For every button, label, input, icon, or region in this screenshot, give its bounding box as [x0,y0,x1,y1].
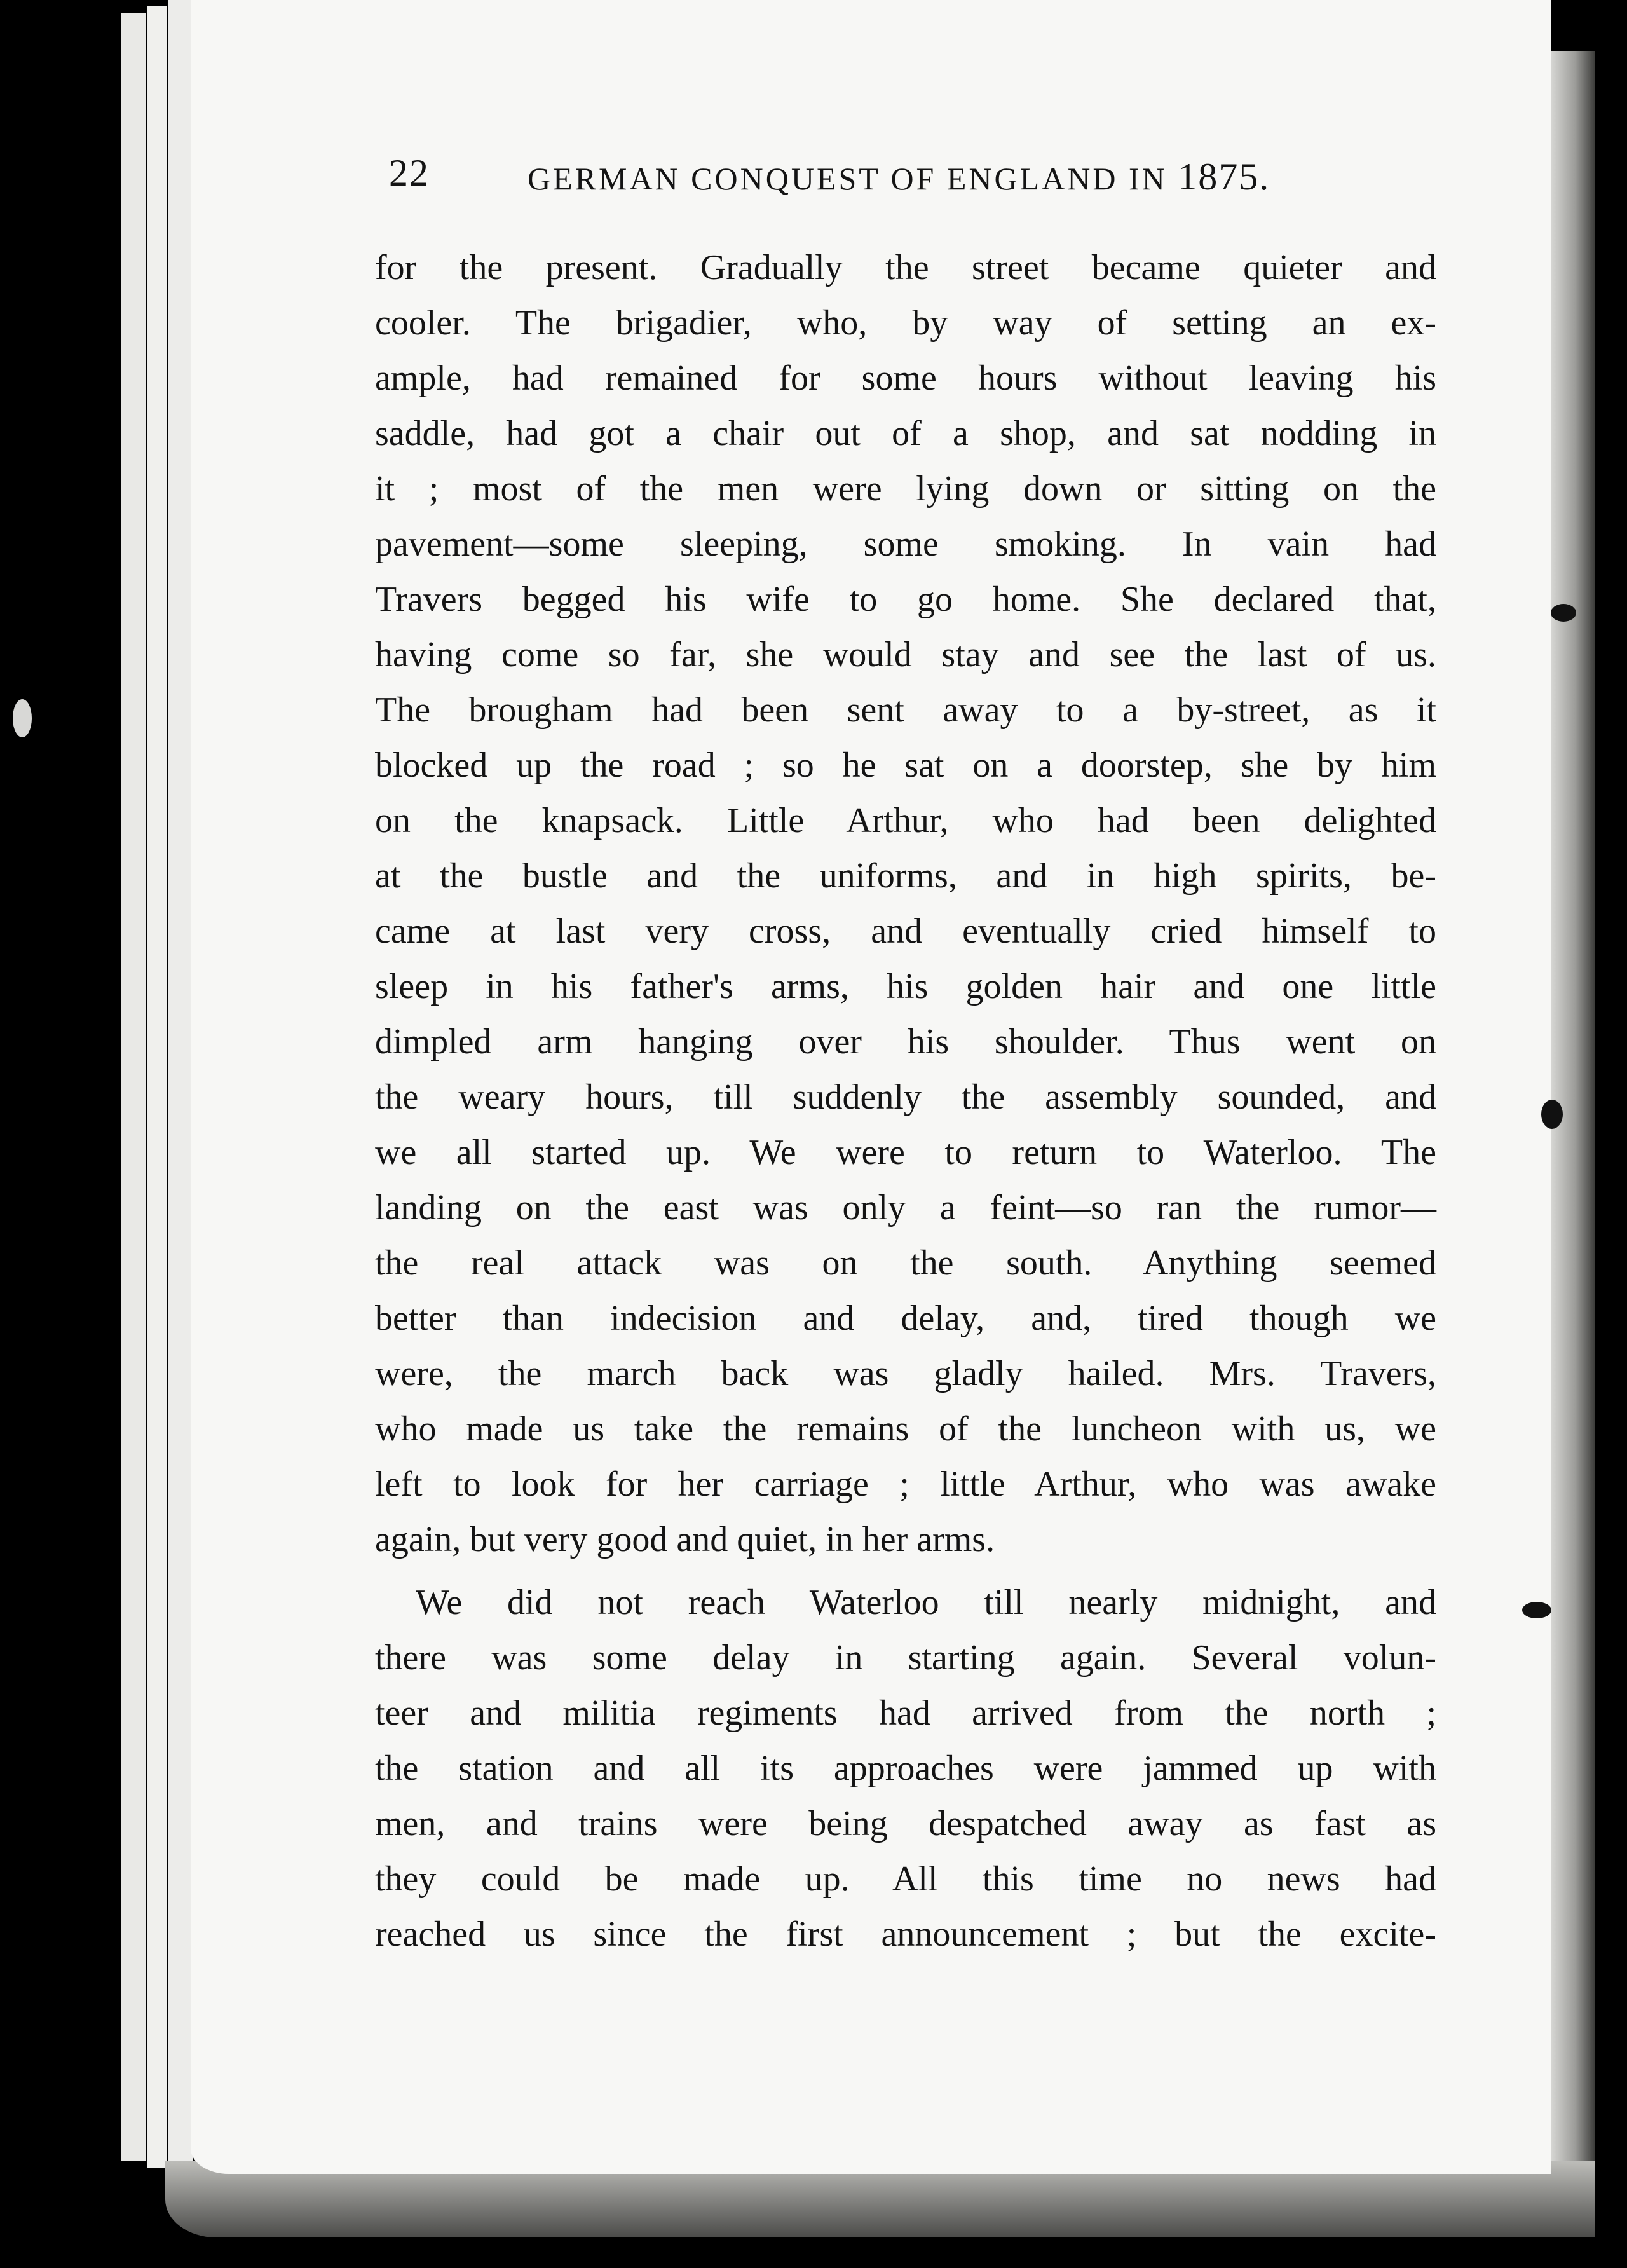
text-line: the weary hours, till suddenly the assembly sounded, and [375,1077,1436,1117]
text-line: there was some delay in starting again. Several volun- [375,1638,1436,1677]
text-line: teer and militia regiments had arrived from the north ; [375,1693,1436,1733]
text-line: left to look for her carriage ; little Arthur, who was awake [375,1465,1436,1504]
text-line: at the bustle and the uniforms, and in high spirits, be- [375,856,1436,896]
text-line: pavement—some sleeping, some smoking. In vain had [375,524,1436,564]
text-line: the station and all its approaches were jammed up with [375,1749,1436,1788]
text-line: saddle, had got a chair out of a shop, and sat nodding in [375,414,1436,453]
text-line: were, the march back was gladly hailed. Mrs. Travers, [375,1354,1436,1393]
text-line: dimpled arm hanging over his shoulder. Thus went on [375,1022,1436,1062]
text-line: again, but very good and quiet, in her arms. [375,1520,995,1559]
text-line: we all started up. We were to return to Waterloo. The [375,1133,1436,1172]
page-edge [168,0,193,2187]
text-line: We did not reach Waterloo till nearly midnight, and [416,1583,1436,1622]
text-line: reached us since the first announcement ; but the excite- [375,1915,1436,1954]
text-line: better than indecision and delay, and, tired though we [375,1299,1436,1338]
text-line: who made us take the remains of the luncheon with us, we [375,1409,1436,1449]
running-head-title: GERMAN CONQUEST OF ENGLAND IN [528,161,1167,196]
paragraph [375,1575,1436,1962]
text-line: came at last very cross, and eventually cried himself to [375,912,1436,951]
ink-mark [1541,1100,1563,1129]
page-number: 22 [389,152,430,194]
paragraph [375,240,1436,1568]
running-head-year: 1875. [1178,156,1270,198]
text-line: the real attack was on the south. Anything seemed [375,1243,1436,1283]
ink-mark [13,699,32,737]
text-line: landing on the east was only a feint—so ran the rumor— [375,1188,1436,1227]
text-line: cooler. The brigadier, who, by way of setting an ex- [375,303,1436,343]
running-head [528,155,1270,199]
text-line: they could be made up. All this time no news had [375,1859,1436,1899]
text-line: on the knapsack. Little Arthur, who had been delighted [375,801,1436,840]
page-edge [147,6,167,2168]
text-line: Travers begged his wife to go home. She declared that, [375,580,1436,619]
text-line: for the present. Gradually the street became quieter and [375,248,1436,287]
page-header [389,151,1304,202]
binding-shadow [1551,51,1595,2231]
text-line: having come so far, she would stay and see the last of us. [375,635,1436,674]
text-line: The brougham had been sent away to a by-street, as it [375,690,1436,730]
text-line: men, and trains were being despatched away as fast as [375,1804,1436,1843]
text-line: it ; most of the men were lying down or sitting on the [375,469,1436,509]
text-line: ample, had remained for some hours without leaving his [375,359,1436,398]
text-line: sleep in his father's arms, his golden hair and one little [375,967,1436,1006]
page-edge [121,13,146,2161]
body-text [375,240,1436,1962]
ink-mark [1522,1602,1551,1618]
paragraph-gap [375,1568,1436,1575]
ink-mark [1551,604,1576,622]
text-line: blocked up the road ; so he sat on a doorstep, she by him [375,746,1436,785]
